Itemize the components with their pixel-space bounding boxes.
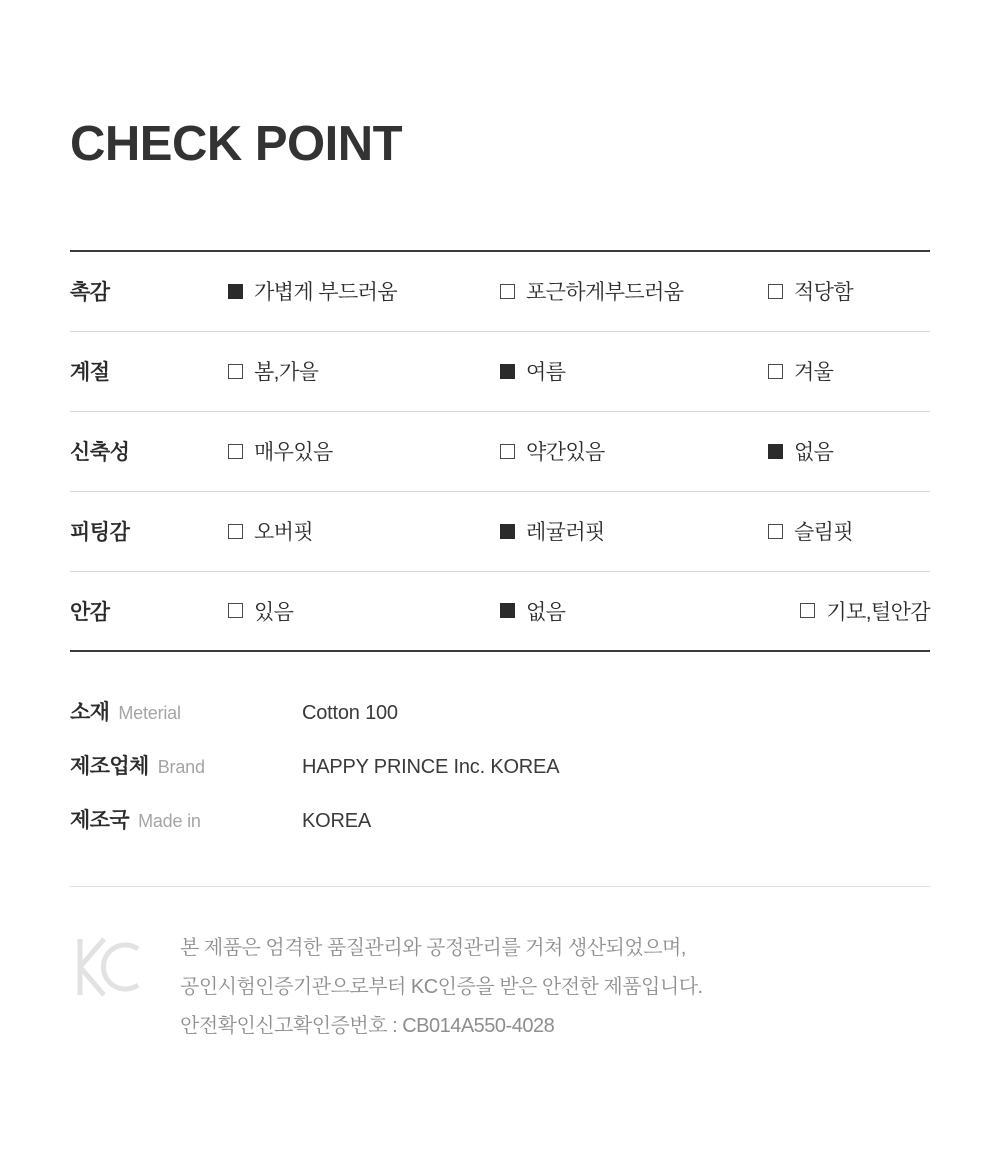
checkbox-unchecked-icon[interactable]: [228, 524, 243, 539]
info-key: [70, 696, 302, 726]
info-key: [70, 804, 302, 834]
checkbox-unchecked-icon[interactable]: [768, 284, 783, 299]
option-label: 기모,털안감: [826, 600, 930, 624]
list-item: [70, 696, 930, 726]
option-item[interactable]: [768, 516, 930, 546]
kc-line: 본 제품은 엄격한 품질관리와 공정관리를 거쳐 생산되었으며,: [180, 936, 686, 959]
product-info-list: [70, 696, 930, 834]
row-options: [228, 356, 930, 386]
table-row: [70, 572, 930, 652]
option-item[interactable]: [228, 436, 500, 466]
kc-line: 안전확인신고확인증번호 : CB014A550-4028: [180, 1014, 555, 1037]
section-divider: [70, 886, 930, 887]
table-row: [70, 412, 930, 492]
row-options: [228, 516, 930, 546]
info-label-en: Meterial: [118, 702, 181, 723]
page-title: CHECK POINT: [70, 117, 403, 171]
option-item[interactable]: [500, 356, 768, 386]
checkbox-checked-icon[interactable]: [228, 284, 243, 299]
checkbox-unchecked-icon[interactable]: [228, 603, 243, 618]
check-point-table: [70, 250, 930, 652]
kc-certification-logo: [70, 929, 144, 1004]
option-label: 적당함: [794, 281, 854, 305]
row-label: 계절: [70, 361, 110, 385]
info-label-ko: 제조업체: [70, 754, 149, 778]
option-label: 포근하게부드러움: [526, 281, 684, 305]
option-label: 오버핏: [254, 521, 314, 545]
row-label: 신축성: [70, 441, 130, 465]
table-row: [70, 252, 930, 332]
info-label-en: Made in: [138, 810, 201, 831]
checkbox-unchecked-icon[interactable]: [768, 524, 783, 539]
checkbox-checked-icon[interactable]: [500, 603, 515, 618]
option-item[interactable]: [768, 356, 930, 386]
row-label: 피팅감: [70, 521, 130, 545]
row-label: 안감: [70, 600, 110, 624]
kc-line: 공인시험인증기관으로부터 KC인증을 받은 안전한 제품입니다.: [180, 975, 703, 998]
checkbox-unchecked-icon[interactable]: [500, 284, 515, 299]
checkbox-unchecked-icon[interactable]: [768, 364, 783, 379]
option-item[interactable]: [228, 516, 500, 546]
info-value: HAPPY PRINCE Inc. KOREA: [302, 755, 560, 778]
table-row: [70, 332, 930, 412]
option-label: 없음: [526, 600, 566, 624]
checkbox-unchecked-icon[interactable]: [228, 444, 243, 459]
checkbox-unchecked-icon[interactable]: [800, 603, 815, 618]
option-item[interactable]: [500, 276, 768, 306]
list-item: [70, 750, 930, 780]
option-label: 있음: [254, 600, 294, 624]
kc-certification-text: [180, 929, 703, 1046]
option-item[interactable]: [768, 276, 930, 306]
info-label-en: Brand: [157, 756, 205, 777]
option-item[interactable]: [228, 276, 500, 306]
row-options: [228, 276, 930, 306]
info-value: Cotton 100: [302, 701, 398, 724]
option-item[interactable]: [768, 596, 930, 626]
option-label: 여름: [526, 361, 566, 385]
option-label: 슬림핏: [794, 521, 854, 545]
option-item[interactable]: [500, 516, 768, 546]
option-label: 없음: [794, 441, 834, 465]
option-label: 봄,가을: [254, 361, 319, 385]
checkbox-checked-icon[interactable]: [768, 444, 783, 459]
list-item: [70, 804, 930, 834]
option-label: 약간있음: [526, 441, 605, 465]
option-item[interactable]: [228, 596, 500, 626]
kc-certification-block: [70, 929, 930, 1046]
option-item[interactable]: [500, 436, 768, 466]
table-row: [70, 492, 930, 572]
checkbox-checked-icon[interactable]: [500, 524, 515, 539]
option-item[interactable]: [768, 436, 930, 466]
row-options: [228, 596, 930, 626]
option-label: 겨울: [794, 361, 834, 385]
option-item[interactable]: [500, 596, 768, 626]
row-label: 촉감: [70, 281, 110, 305]
info-label-ko: 소재: [70, 700, 110, 724]
option-item[interactable]: [228, 356, 500, 386]
checkbox-checked-icon[interactable]: [500, 364, 515, 379]
option-label: 가볍게 부드러움: [254, 281, 398, 305]
checkbox-unchecked-icon[interactable]: [500, 444, 515, 459]
option-label: 매우있음: [254, 441, 333, 465]
info-label-ko: 제조국: [70, 808, 130, 832]
info-value: KOREA: [302, 809, 372, 832]
option-label: 레귤러핏: [526, 521, 605, 545]
checkbox-unchecked-icon[interactable]: [228, 364, 243, 379]
info-key: [70, 750, 302, 780]
row-options: [228, 436, 930, 466]
